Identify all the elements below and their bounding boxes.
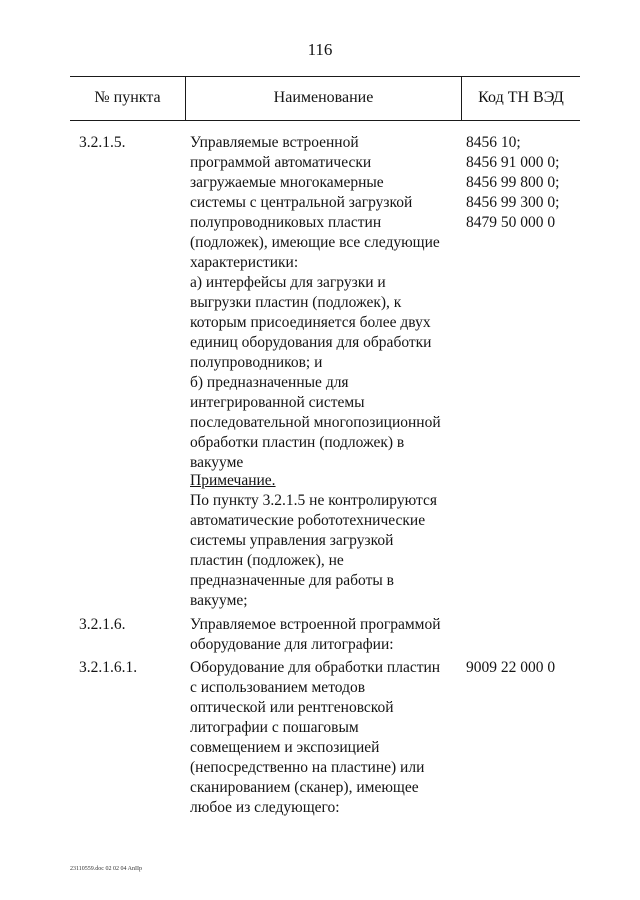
row-codes-3-2-1-6-1 xyxy=(466,658,581,678)
note-line: вакууме; xyxy=(190,592,248,609)
text-line: а) интерфейсы для загрузки и xyxy=(190,274,386,291)
table-top-border xyxy=(70,76,580,77)
text-line: системы с центральной загрузкой xyxy=(190,194,413,211)
header-name: Наименование xyxy=(273,89,374,106)
note-line: пластин (подложек), не xyxy=(190,552,344,569)
text-line: обработки пластин (подложек) в xyxy=(190,434,405,451)
note-title: Примечание. xyxy=(190,472,276,489)
header-tn-ved-code: Код ТН ВЭД xyxy=(478,89,564,106)
text-line: полупроводниковых пластин xyxy=(190,214,382,231)
text-line: загружаемые многокамерные xyxy=(190,174,384,191)
text-line: характеристики: xyxy=(190,254,299,271)
row-description-3-2-1-5 xyxy=(190,133,460,473)
row-number-3-2-1-6-1: 3.2.1.6.1. xyxy=(79,659,138,676)
row-number-3-2-1-5: 3.2.1.5. xyxy=(79,134,126,151)
row-description-3-2-1-6-1 xyxy=(190,658,460,818)
text-line: любое из следующего: xyxy=(190,799,340,816)
note-3-2-1-5 xyxy=(190,471,460,611)
tn-ved-code: 9009 22 000 0 xyxy=(466,659,556,676)
text-line: оптической или рентгеновской xyxy=(190,699,394,716)
note-line: автоматические робототехнические xyxy=(190,512,426,529)
note-line: системы управления загрузкой xyxy=(190,532,394,549)
text-line: полупроводников; и xyxy=(190,354,323,371)
text-line: (непосредственно на пластине) или xyxy=(190,759,425,776)
row-codes-3-2-1-5 xyxy=(466,133,581,233)
text-line: (подложек), имеющие все следующие xyxy=(190,234,440,251)
tn-ved-code: 8456 99 300 0; xyxy=(466,194,560,211)
row-number-3-2-1-6: 3.2.1.6. xyxy=(79,616,126,633)
text-line: Управляемые встроенной xyxy=(190,134,359,151)
text-line: с использованием методов xyxy=(190,679,366,696)
row-description-3-2-1-6 xyxy=(190,615,460,655)
text-line: Оборудование для обработки пластин xyxy=(190,659,441,676)
text-line: выгрузки пластин (подложек), к xyxy=(190,294,402,311)
tn-ved-code: 8479 50 000 0 xyxy=(466,214,556,231)
text-line: последовательной многопозиционной xyxy=(190,414,441,431)
text-line: сканированием (сканер), имеющее xyxy=(190,779,419,796)
text-line: совмещением и экспозицией xyxy=(190,739,380,756)
text-line: Управляемое встроенной программой xyxy=(190,616,441,633)
tn-ved-code: 8456 91 000 0; xyxy=(466,154,560,171)
text-line: единиц оборудования для обработки xyxy=(190,334,432,351)
text-line: вакууме xyxy=(190,454,244,471)
tn-ved-code: 8456 99 800 0; xyxy=(466,174,560,191)
page-number: 116 xyxy=(307,40,333,59)
header-item-number: № пункта xyxy=(94,89,161,106)
footer-file-reference: 23110559.doc 02 02 04 AnIIp xyxy=(70,866,142,872)
text-line: интегрированной системы xyxy=(190,394,365,411)
table-header-bottom-border xyxy=(70,120,580,121)
text-line: программой автоматически xyxy=(190,154,372,171)
text-line: б) предназначенные для xyxy=(190,374,349,391)
text-line: оборудование для литографии: xyxy=(190,636,394,653)
note-line: предназначенные для работы в xyxy=(190,572,394,589)
note-line: По пункту 3.2.1.5 не контролируются xyxy=(190,492,437,509)
text-line: которым присоединяется более двух xyxy=(190,314,431,331)
text-line: литографии с пошаговым xyxy=(190,719,359,736)
tn-ved-code: 8456 10; xyxy=(466,134,521,151)
